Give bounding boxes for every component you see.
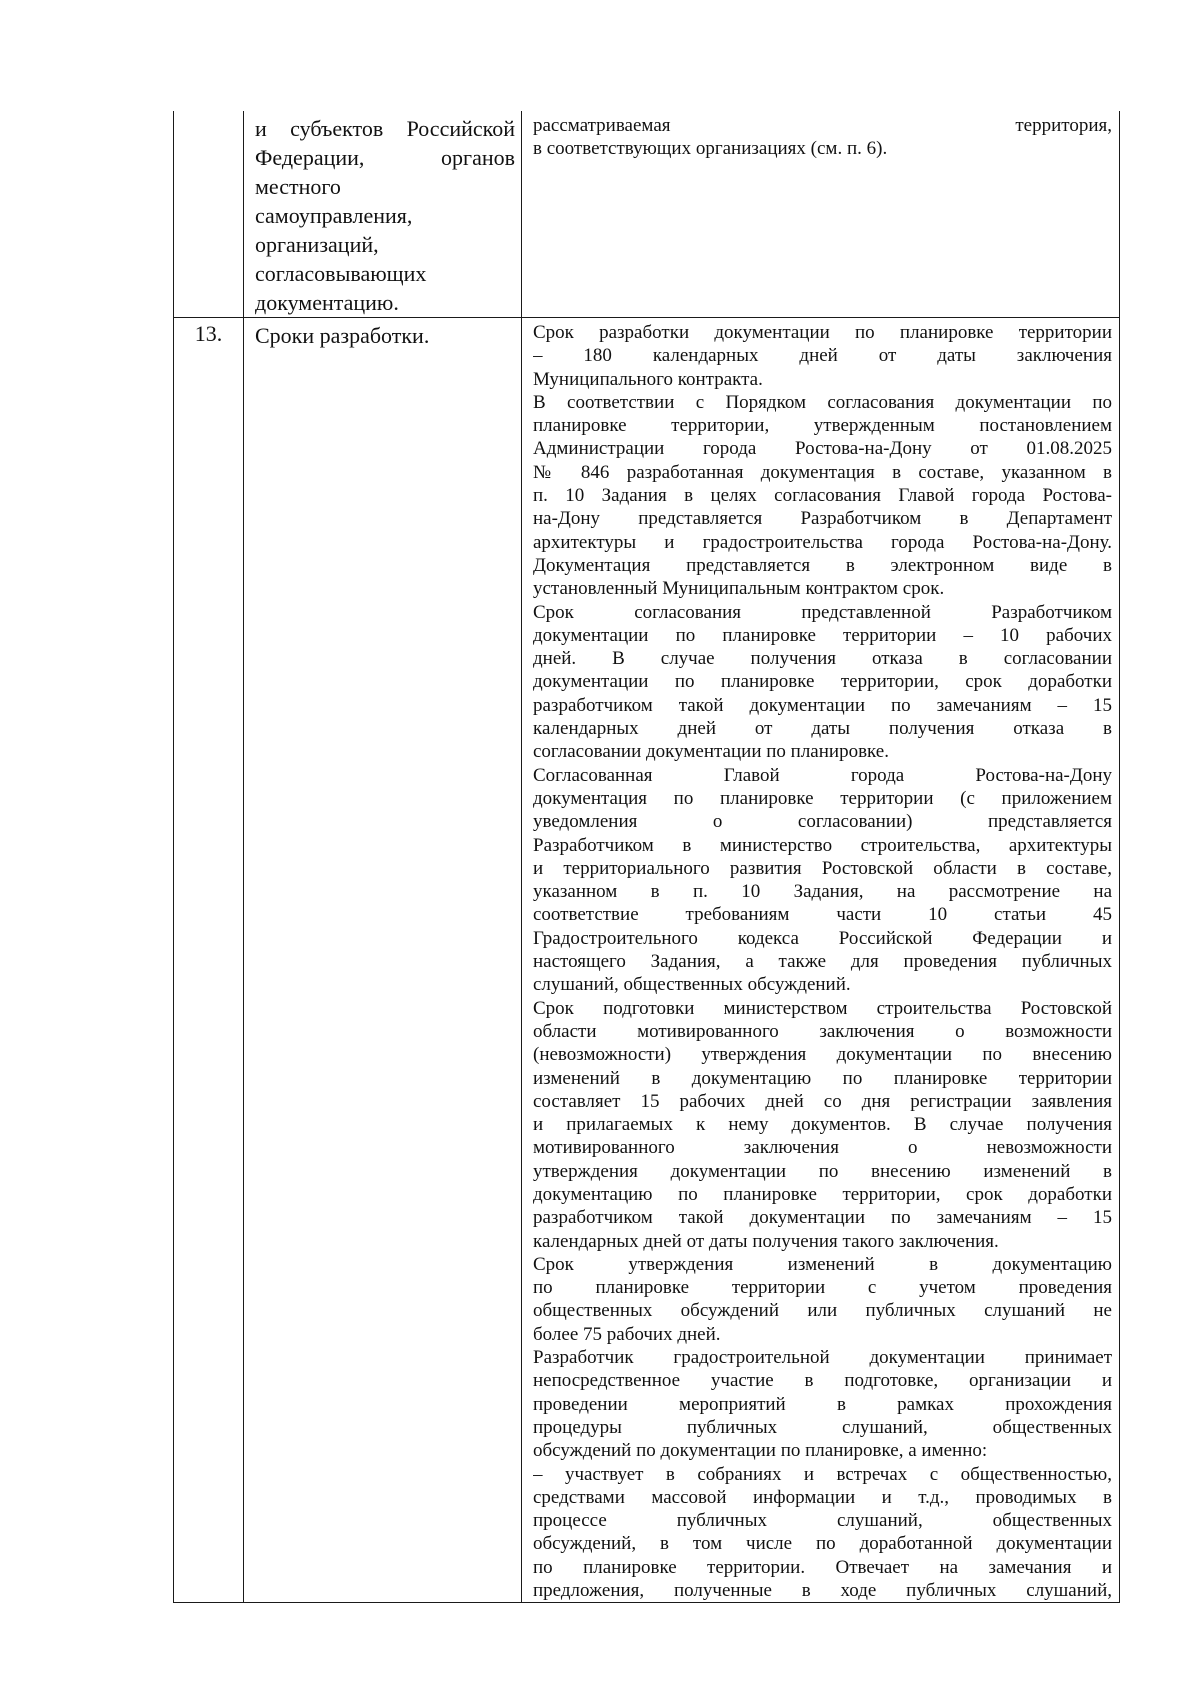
description-line: Разработчиком в министерство строительства, архитектуры <box>533 834 1112 856</box>
row-name-line: и субъектов Российской <box>255 116 515 141</box>
description-line: процедуры публичных слушаний, общественных <box>533 1416 1112 1438</box>
description-line: предложения, полученные в ходе публичных слушаний, <box>533 1580 1112 1602</box>
description-line: и прилагаемых к нему документов. В случае получения <box>533 1114 1112 1136</box>
description-line: – участвует в собраниях и встречах с общественностью, <box>533 1463 1112 1485</box>
description-line: Срок подготовки министерством строительства Ростовской <box>533 997 1112 1019</box>
table-row-continued <box>174 111 1120 318</box>
description-line: непосредственное участие в подготовке, организации и <box>533 1370 1112 1392</box>
row-name-line: документацию. <box>255 290 399 315</box>
description-line: обсуждений, в том числе по доработанной документации <box>533 1533 1112 1555</box>
description-line: на-Дону представляется Разработчиком в Департамент <box>533 508 1112 530</box>
description-line: рассматриваемая территория, <box>533 115 1112 136</box>
description-line: Администрации города Ростова-на-Дону от 01.08.2025 <box>533 438 1112 460</box>
description-line: процессе публичных слушаний, общественных <box>533 1510 1112 1532</box>
description-line: документацию по планировке территории, срок доработки <box>533 1183 1112 1205</box>
description-line: и территориального развития Ростовской области в составе, <box>533 857 1112 879</box>
description-line: соответствие требованиям части 10 статьи 45 <box>533 904 1112 926</box>
document-table <box>173 111 1120 1603</box>
row-description-cell <box>522 111 1120 318</box>
row-number-cell <box>174 111 244 318</box>
description-line: слушаний, общественных обсуждений. <box>533 974 851 996</box>
description-line: – 180 календарных дней от даты заключения <box>533 345 1112 367</box>
description-line: п. 10 Задания в целях согласования Главой города Ростова- <box>533 485 1112 507</box>
description-line: в соответствующих организациях (см. п. 6). <box>533 138 888 160</box>
description-line: согласовании документации по планировке. <box>533 741 889 763</box>
description-line: планировке территории, утвержденным постановлением <box>533 415 1112 437</box>
description-line: Срок утверждения изменений в документацию <box>533 1253 1112 1275</box>
description-line: разработчиком такой документации по замечаниям – 15 <box>533 694 1112 716</box>
description-line: Срок согласования представленной Разработчиком <box>533 601 1112 623</box>
description-line: уведомления о согласовании) представляется <box>533 811 1112 833</box>
description-line: Согласованная Главой города Ростова-на-Дону <box>533 764 1112 786</box>
description-line: области мотивированного заключения о возможности <box>533 1020 1112 1042</box>
description-line: № 846 разработанная документация в составе, указанном в <box>533 461 1112 483</box>
description-line: установленный Муниципальным контрактом срок. <box>533 578 945 600</box>
row-name-line: местного <box>255 174 341 199</box>
row-name-line: организаций, <box>255 232 379 257</box>
description-line: (невозможности) утверждения документации по внесению <box>533 1044 1112 1066</box>
description-line: В соответствии с Порядком согласования документации по <box>533 391 1112 413</box>
description-line: Градостроительного кодекса Российской Федерации и <box>533 927 1112 949</box>
row-name-line: самоуправления, <box>255 203 413 228</box>
description-line: дней. В случае получения отказа в согласовании <box>533 648 1112 670</box>
description-line: настоящего Задания, а также для проведения публичных <box>533 951 1112 973</box>
description-line: мотивированного заключения о невозможности <box>533 1137 1112 1159</box>
row-number-cell: 13. <box>174 318 244 1603</box>
description-line: изменений в документацию по планировке территории <box>533 1067 1112 1089</box>
description-line: Муниципального контракта. <box>533 368 763 390</box>
description-line: Разработчик градостроительной документации принимает <box>533 1347 1112 1369</box>
description-line: по планировке территории. Отвечает на замечания и <box>533 1556 1112 1578</box>
row-name-line: Федерации, органов <box>255 145 515 170</box>
row-name-line: согласовывающих <box>255 261 427 286</box>
row-name-cell <box>244 111 522 318</box>
description-line: архитектуры и градостроительства города Ростова-на-Дону. <box>533 531 1112 553</box>
description-line: обсуждений по документации по планировке, а именно: <box>533 1440 988 1462</box>
description-line: указанном в п. 10 Задания, на рассмотрение на <box>533 881 1112 903</box>
row-name-text: Сроки разработки. <box>255 323 430 348</box>
description-line: проведении мероприятий в рамках прохождения <box>533 1393 1112 1415</box>
description-line: общественных обсуждений или публичных слушаний не <box>533 1300 1112 1322</box>
description-line: разработчиком такой документации по замечаниям – 15 <box>533 1207 1112 1229</box>
description-line: Срок разработки документации по планировке территории <box>533 322 1112 343</box>
description-line: календарных дней от даты получения отказа в <box>533 718 1112 740</box>
row-description-cell <box>522 318 1120 1603</box>
description-line: документации по планировке территории, срок доработки <box>533 671 1112 693</box>
description-line: документации по планировке территории – 10 рабочих <box>533 624 1112 646</box>
description-line: средствами массовой информации и т.д., проводимых в <box>533 1486 1112 1508</box>
description-line: более 75 рабочих дней. <box>533 1323 721 1345</box>
description-line: календарных дней от даты получения такого заключения. <box>533 1230 999 1252</box>
description-line: документация по планировке территории (с приложением <box>533 787 1112 809</box>
description-line: по планировке территории с учетом проведения <box>533 1277 1112 1299</box>
description-line: утверждения документации по внесению изменений в <box>533 1160 1112 1182</box>
description-line: составляет 15 рабочих дней со дня регистрации заявления <box>533 1090 1112 1112</box>
row-name-cell <box>244 318 522 1603</box>
description-line: Документация представляется в электронном виде в <box>533 554 1112 576</box>
table-row-13 <box>174 318 1120 1603</box>
